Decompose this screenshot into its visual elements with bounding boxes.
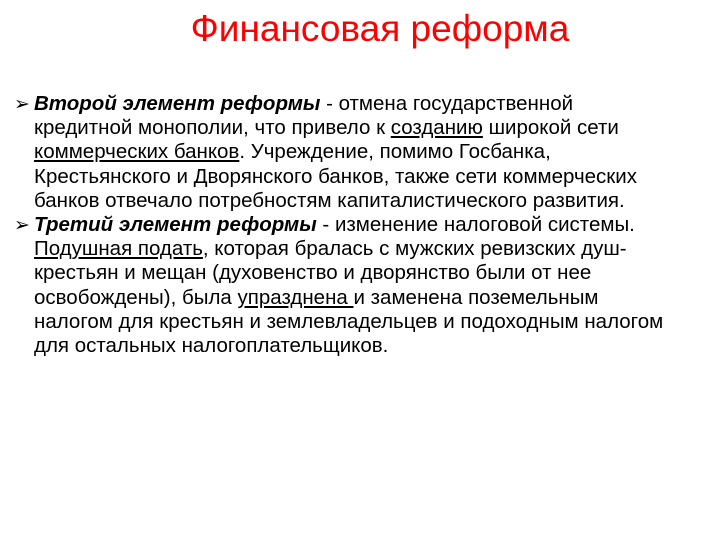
bullet-text: . Учреждение, помимо Госбанка, Крестьянского и Дворянского банков, также сети коммерческих банков отвечало потребностям капиталистического развития. [34,140,637,212]
bullet-item-taxation [14,213,664,358]
underlined-term: коммерческих банков [34,140,240,164]
bullet-list [14,92,664,358]
bullet-text: - изменение налоговой системы. [316,213,635,237]
underlined-term: упразднена [237,285,354,309]
underlined-term: созданию [390,116,483,140]
arrow-bullet-icon: ➢ [14,93,30,115]
bullet-text: и заменена поземельным налогом для крестьян и землевладельцев и подоходным налогом для остальных налогоплательщиков. [34,285,664,358]
bullet-item-banking [14,92,664,213]
bullet-text: - отмена государственной кредитной монополии, что привело к [34,92,574,140]
slide-title: Финансовая реформа [190,8,570,49]
underlined-term: Подушная подать [34,237,203,261]
bullet-heading: Третий элемент реформы [34,213,317,237]
arrow-bullet-icon: ➢ [14,214,30,237]
bullet-text: широкой сети [482,116,619,140]
bullet-heading: Второй элемент реформы [34,92,321,115]
bullet-text: , которая бралась с мужских ревизских душ-крестьян и мещан (духовенство и дворянство были от нее освобождены), была [34,237,627,309]
